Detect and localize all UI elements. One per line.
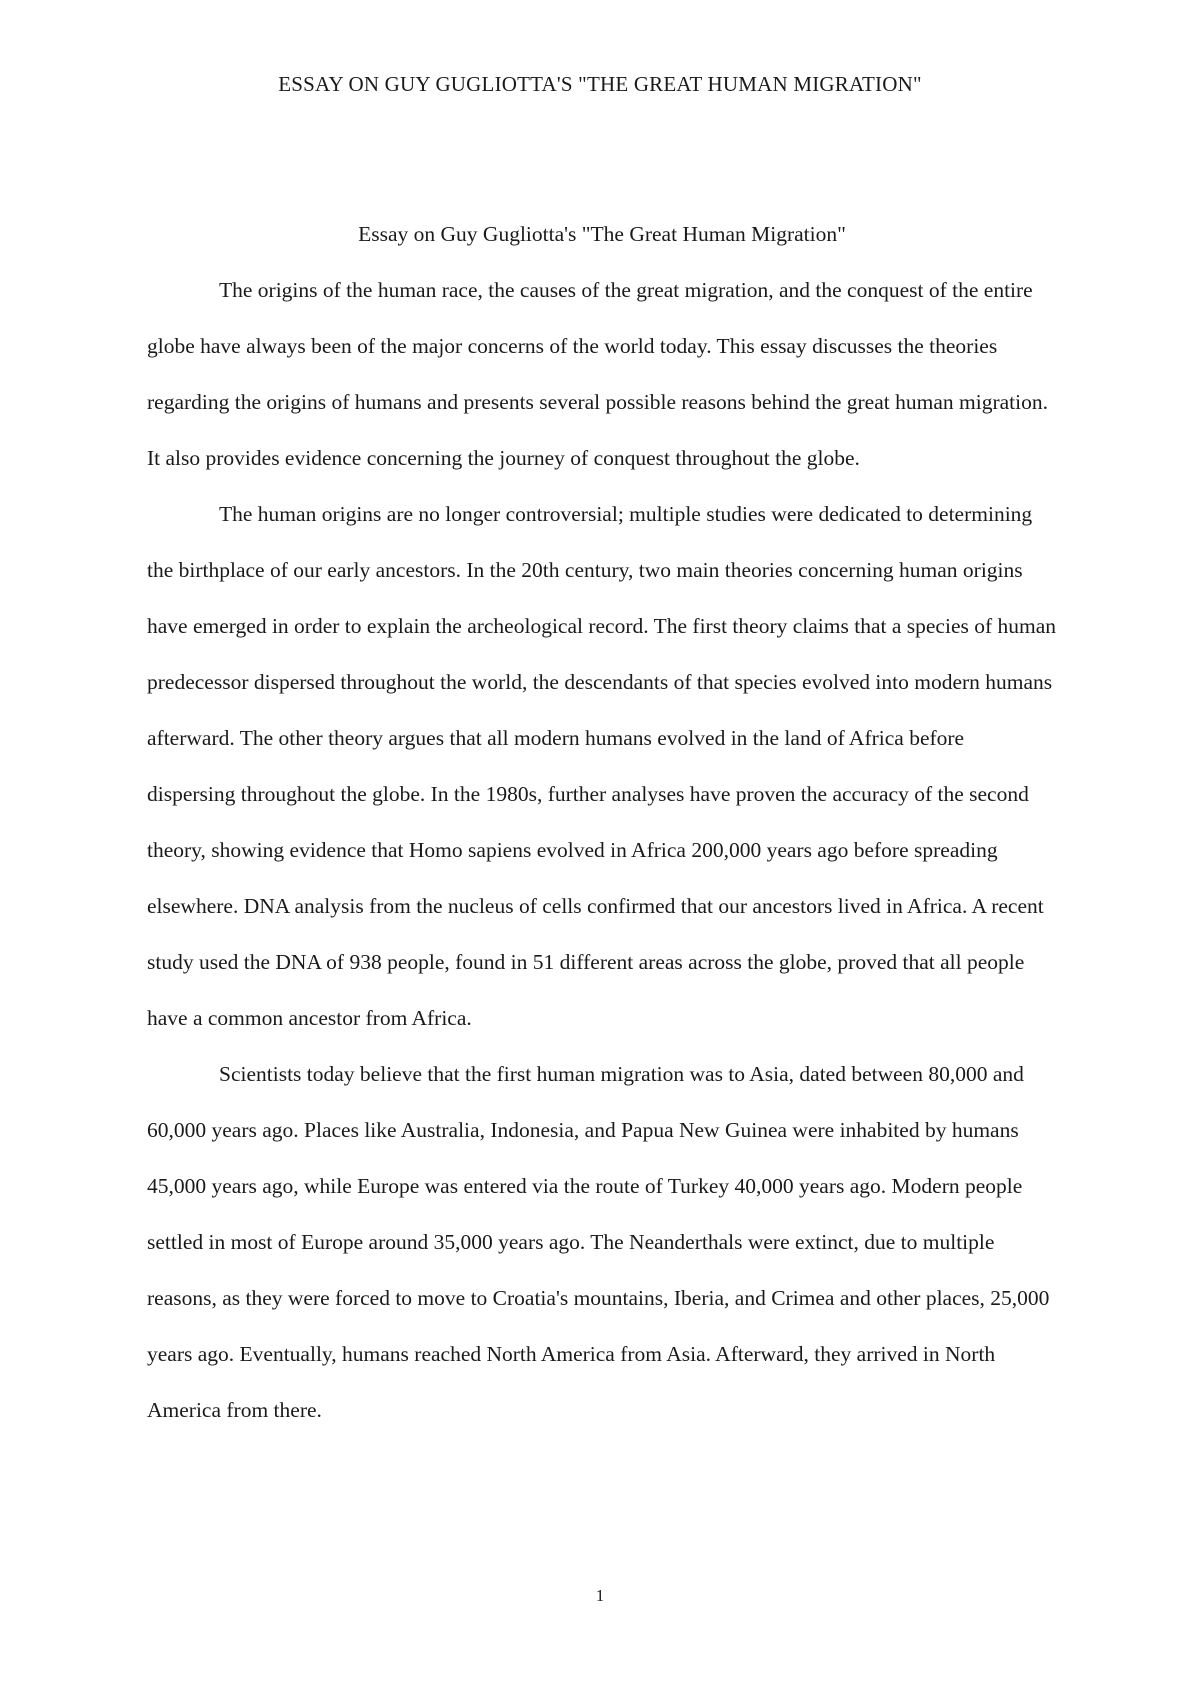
essay-title: Essay on Guy Gugliotta's "The Great Human Migration" [358,222,846,246]
paragraph-migration-timeline: Scientists today believe that the first human migration was to Asia, dated between 80,000 and 60,000 years ago. Places like Australia, Indonesia, and Papua New Guinea were inhabited by humans 45,000 years ago, while Europe was entered via the route of Turkey 40,000 years ago. Modern people settled in most of Europe around 35,000 years ago. The Neanderthals were extinct, due to multiple reasons, as they were forced to move to Croatia's mountains, Iberia, and Crimea and other places, 25,000 years ago. Eventually, humans reached North America from Asia. Afterward, they arrived in North America from there. [147,1062,1050,1422]
paragraph-human-origins: The human origins are no longer controversial; multiple studies were dedicated to determining the birthplace of our early ancestors. In the 20th century, two main theories concerning human origins have emerged in order to explain the archeological record. The first theory claims that a species of human predecessor dispersed throughout the world, the descendants of that species evolved into modern humans afterward. The other theory argues that all modern humans evolved in the land of Africa before dispersing throughout the globe. In the 1980s, further analyses have proven the accuracy of the second theory, showing evidence that Homo sapiens evolved in Africa 200,000 years ago before spreading elsewhere. DNA analysis from the nucleus of cells confirmed that our ancestors lived in Africa. A recent study used the DNA of 938 people, found in 51 different areas across the globe, proved that all people have a common ancestor from Africa. [147,502,1057,1030]
paragraph-introduction: The origins of the human race, the causes of the great migration, and the conquest of the entire globe have always been of the major concerns of the world today. This essay discusses the theories regarding the origins of humans and presents several possible reasons behind the great human migration. It also provides evidence concerning the journey of conquest throughout the globe. [147,278,1048,470]
page-number: 1 [595,1586,605,1605]
document-body [147,206,1057,1438]
running-head: ESSAY ON GUY GUGLIOTTA'S "THE GREAT HUMAN MIGRATION" [278,72,922,96]
